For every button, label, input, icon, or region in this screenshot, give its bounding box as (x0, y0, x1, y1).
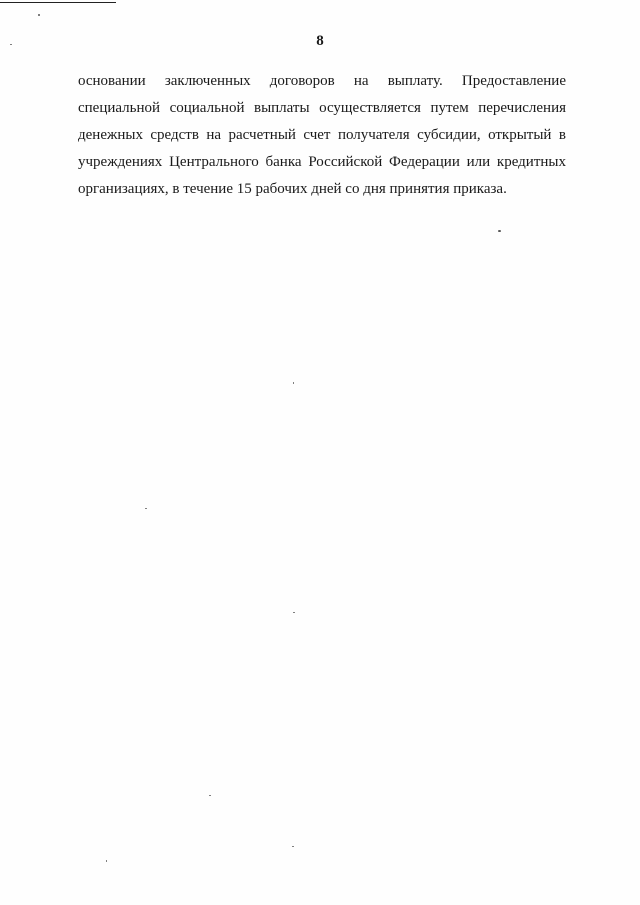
scan-speck (498, 230, 501, 232)
scan-speck (106, 860, 107, 862)
scan-speck (145, 508, 147, 509)
paragraph-line: денежных средств на расчетный счет получателя субсидии, открытый в (78, 127, 566, 143)
scan-speck (209, 795, 211, 796)
scan-speck (293, 612, 295, 613)
paragraph-line: основании заключенных договоров на выплату. Предоставление (78, 73, 566, 89)
paragraph-line: учреждениях Центрального банка Российской Федерации или кредитных (78, 154, 566, 170)
page-number: 8 (316, 33, 324, 49)
scan-speck (38, 14, 40, 16)
paragraph-line: организациях, в течение 15 рабочих дней со дня принятия приказа. (78, 181, 507, 197)
body-paragraph (78, 68, 566, 203)
paragraph-line: специальной социальной выплаты осуществляется путем перечисления (78, 100, 566, 116)
scan-speck (292, 846, 294, 847)
scan-speck (293, 382, 294, 384)
scan-artifact-line (0, 2, 116, 3)
